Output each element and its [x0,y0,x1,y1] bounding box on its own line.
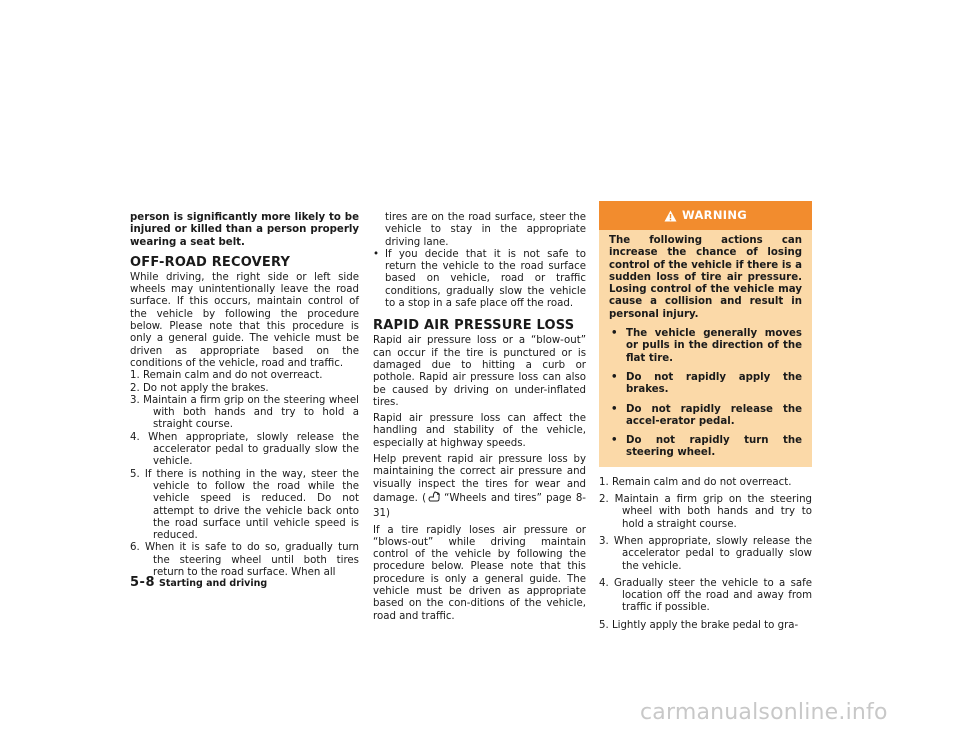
off-road-paragraph: While driving, the right side or left side wheels may unintentionally leave the road surface. If this occurs, maintain control of the vehicle by following the procedure below. Please note that this procedure is only a general guide. The vehicle must be driven as appropriate based on the conditions of the vehicle, road and traffic. [130,271,359,369]
off-road-step: 4. When appropriate, slowly release the accelerator pedal to gradually slow the vehicle. [130,431,359,468]
warning-bullet: • Do not rapidly apply the brakes. [611,371,802,396]
intro-text: person is significantly more likely to be injured or killed than a person properly wearing a seat belt. [130,212,359,248]
blowout-step: 3. When appropriate, slowly release the accelerator pedal to gradually slow the vehicle. [599,535,812,572]
warning-bullet-text: The vehicle generally moves or pulls in the direction of the flat tire. [626,328,802,364]
section-heading-off-road: OFF-ROAD RECOVERY [130,254,291,270]
bullet-dot-icon: • [373,248,380,260]
rapid-air-paragraph-4: If a tire rapidly loses air pressure or “blows-out” while driving maintain control of the vehicle by following the procedure below. Please note that this procedure is only a general guide. The vehicle must be driven as appropriate based on the con-ditions of the vehicle, road and traffic. [373,524,586,622]
warning-bullet: • Do not rapidly turn the steering wheel. [611,435,802,459]
middle-column [373,212,586,623]
rapid-air-paragraph-1: Rapid air pressure loss or a “blow-out” can occur if the tire is punctured or is damaged due to hitting a curb or pothole. Rapid air pressure loss can also be caused by driving on under-inflated tires. [373,335,586,408]
rapid-air-paragraph-3 [373,454,586,520]
warning-body [599,230,812,467]
blowout-steps [599,477,812,632]
off-road-step: 5. If there is nothing in the way, steer the vehicle to follow the road while the vehicle speed is reduced. Do not attempt to drive the vehicle back onto the road surface until vehicle speed is reduced. [130,468,359,542]
paragraph-3-text: Help prevent rapid air pressure loss by maintaining the correct air pressure and visually inspect the tires for wear and damage. ( [373,454,586,504]
off-road-step: 3. Maintain a firm grip on the steering wheel with both hands and try to hold a straight course. [130,394,359,431]
blowout-step: 1. Remain calm and do not overreact. [599,476,792,488]
page-reference-link[interactable]: “Wheels and tires” page 8-31) [373,492,586,520]
warning-box [599,201,812,467]
warning-title: WARNING [682,208,747,223]
warning-bullet-text: Do not rapidly apply the brakes. [626,371,802,396]
continuation-text: tires are on the road surface, steer the vehicle to stay in the appropriate driving lane. [385,212,586,248]
off-road-step: 6. When it is safe to do so, gradually turn the steering wheel until both tires return to the road surface. When all [130,542,359,579]
bullet-item [373,249,586,310]
left-column [130,212,359,579]
warning-bullet-text: Do not rapidly turn the steering wheel. [626,435,802,459]
warning-bullet-text: Do not rapidly release the accel-erator pedal. [626,403,802,427]
off-road-step: 1. Remain calm and do not overreact. [130,370,323,382]
page-number: 5-8 [130,575,155,590]
bullet-text: If you decide that it is not safe to return the vehicle to the road surface based on vehicle, road or traffic conditions, gradually slow the vehicle to a stop in a safe place off the road. [385,248,586,310]
right-column [599,201,812,637]
warning-header [599,201,812,230]
blowout-step: 5. Lightly apply the brake pedal to gra- [599,619,799,631]
section-heading-rapid-air: RAPID AIR PRESSURE LOSS [373,318,575,334]
blowout-step: 2. Maintain a firm grip on the steering wheel with both hands and try to hold a straight course. [599,494,812,530]
off-road-step: 2. Do not apply the brakes. [130,382,269,394]
page-reference-icon [427,491,443,508]
warning-icon [664,210,677,222]
section-name: Starting and driving [159,578,268,589]
warning-intro: The following actions can increase the chance of losing control of the vehicle if there is a sudden loss of tire air pressure. Losing control of the vehicle may cause a collision and result in personal injury. [609,235,802,320]
watermark: carmanualsonline.info [640,700,888,725]
blowout-step: 4. Gradually steer the vehicle to a safe location off the road and away from traffic if possible. [599,577,812,614]
rapid-air-paragraph-2: Rapid air pressure loss can affect the handling and stability of the vehicle, especially at highway speeds. [373,413,586,449]
warning-bullet: • Do not rapidly release the accel-erator pedal. [611,403,802,427]
warning-bullet: • The vehicle generally moves or pulls in the direction of the flat tire. [611,328,802,364]
page-footer [130,575,267,590]
